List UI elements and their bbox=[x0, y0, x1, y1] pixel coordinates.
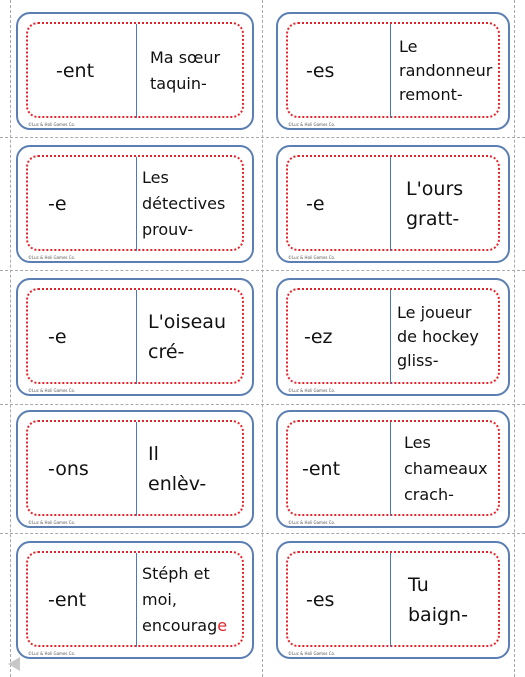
card-10-phrase bbox=[408, 543, 468, 657]
card-9-copyright: ©Luc & Holi Games Co. bbox=[28, 651, 76, 656]
card-2-line-1: Le bbox=[399, 37, 418, 56]
card-6-line-2: de hockey bbox=[397, 327, 479, 346]
card-3-line-2: détectives bbox=[142, 194, 226, 213]
card-4-line-2: gratt- bbox=[406, 208, 460, 230]
card-7-line-1: Il bbox=[148, 443, 159, 465]
card-1-phrase bbox=[150, 14, 220, 128]
card-10-divider bbox=[390, 553, 391, 647]
card-5-ending: -e bbox=[48, 326, 67, 348]
cut-guide-center bbox=[262, 0, 263, 677]
card-10[interactable] bbox=[276, 541, 510, 659]
card-9-line-3 bbox=[142, 613, 227, 639]
card-5[interactable] bbox=[16, 278, 254, 396]
card-9-line-3-stem: encourag bbox=[142, 616, 218, 635]
card-7[interactable] bbox=[16, 410, 254, 528]
card-10-line-2: baign- bbox=[408, 604, 468, 626]
card-3-copyright: ©Luc & Holi Games Co. bbox=[28, 255, 76, 260]
card-5-copyright: ©Luc & Holi Games Co. bbox=[28, 388, 76, 393]
card-9[interactable] bbox=[16, 541, 254, 659]
card-5-line-2: cré- bbox=[148, 341, 185, 363]
card-6[interactable] bbox=[276, 278, 510, 396]
card-6-divider bbox=[390, 290, 391, 384]
card-4-ending: -e bbox=[306, 193, 325, 215]
card-8-ending: -ent bbox=[302, 458, 341, 480]
card-1-line-2: taquin- bbox=[150, 74, 207, 93]
card-8-line-1: Les bbox=[404, 433, 431, 452]
card-8-divider bbox=[390, 422, 391, 516]
card-2-phrase bbox=[399, 14, 492, 128]
card-5-divider bbox=[136, 290, 137, 384]
card-9-phrase bbox=[142, 543, 227, 657]
card-1[interactable] bbox=[16, 12, 254, 130]
card-1-line-1: Ma sœur bbox=[150, 48, 221, 67]
cut-guide-row-4 bbox=[0, 533, 525, 534]
card-3[interactable] bbox=[16, 145, 254, 263]
card-2-line-3: remont- bbox=[399, 85, 463, 104]
page-turn-icon[interactable] bbox=[8, 657, 20, 671]
card-10-copyright: ©Luc & Holi Games Co. bbox=[288, 651, 336, 656]
card-7-copyright: ©Luc & Holi Games Co. bbox=[28, 520, 76, 525]
card-2-ending: -es bbox=[306, 60, 335, 82]
card-8[interactable] bbox=[276, 410, 510, 528]
card-6-copyright: ©Luc & Holi Games Co. bbox=[288, 388, 336, 393]
card-6-phrase bbox=[397, 280, 479, 394]
cut-guide-row-2 bbox=[0, 270, 525, 271]
card-3-phrase bbox=[142, 147, 225, 261]
card-5-phrase bbox=[148, 280, 226, 394]
card-10-ending: -es bbox=[306, 589, 335, 611]
card-7-divider bbox=[136, 422, 137, 516]
card-4-phrase bbox=[406, 147, 463, 261]
card-6-ending: -ez bbox=[304, 326, 333, 348]
card-8-phrase bbox=[404, 412, 488, 526]
card-6-line-1: Le joueur bbox=[397, 303, 472, 322]
card-4-divider bbox=[390, 157, 391, 251]
card-9-line-2: moi, bbox=[142, 590, 177, 609]
card-3-divider bbox=[136, 157, 137, 251]
card-2[interactable] bbox=[276, 12, 510, 130]
card-2-copyright: ©Luc & Holi Games Co. bbox=[288, 122, 336, 127]
card-4-line-1: L'ours bbox=[406, 178, 464, 200]
card-3-ending: -e bbox=[48, 193, 67, 215]
card-8-line-2: chameaux bbox=[404, 459, 488, 478]
card-10-line-1: Tu bbox=[408, 574, 429, 596]
cut-guide-row-1 bbox=[0, 137, 525, 138]
card-1-ending: -ent bbox=[56, 60, 95, 82]
card-4-copyright: ©Luc & Holi Games Co. bbox=[288, 255, 336, 260]
card-1-copyright: ©Luc & Holi Games Co. bbox=[28, 122, 76, 127]
card-9-highlight-letter: e bbox=[217, 616, 228, 635]
card-3-line-1: Les bbox=[142, 168, 169, 187]
card-7-ending: -ons bbox=[48, 458, 89, 480]
cut-guide-right bbox=[514, 0, 515, 677]
card-7-phrase bbox=[148, 412, 206, 526]
card-2-divider bbox=[390, 24, 391, 118]
card-7-line-2: enlèv- bbox=[148, 473, 207, 495]
card-9-divider bbox=[136, 553, 137, 647]
cut-guide-row-3 bbox=[0, 404, 525, 405]
card-2-line-2: randonneur bbox=[399, 61, 493, 80]
card-6-line-3: gliss- bbox=[397, 351, 439, 370]
cut-guide-left bbox=[10, 0, 11, 677]
card-5-line-1: L'oiseau bbox=[148, 311, 226, 333]
card-9-line-1: Stéph et bbox=[142, 564, 210, 583]
card-3-line-3: prouv- bbox=[142, 220, 194, 239]
card-4[interactable] bbox=[276, 145, 510, 263]
card-8-line-3: crach- bbox=[404, 485, 454, 504]
card-1-divider bbox=[136, 24, 137, 118]
card-8-copyright: ©Luc & Holi Games Co. bbox=[288, 520, 336, 525]
card-9-ending: -ent bbox=[48, 589, 87, 611]
